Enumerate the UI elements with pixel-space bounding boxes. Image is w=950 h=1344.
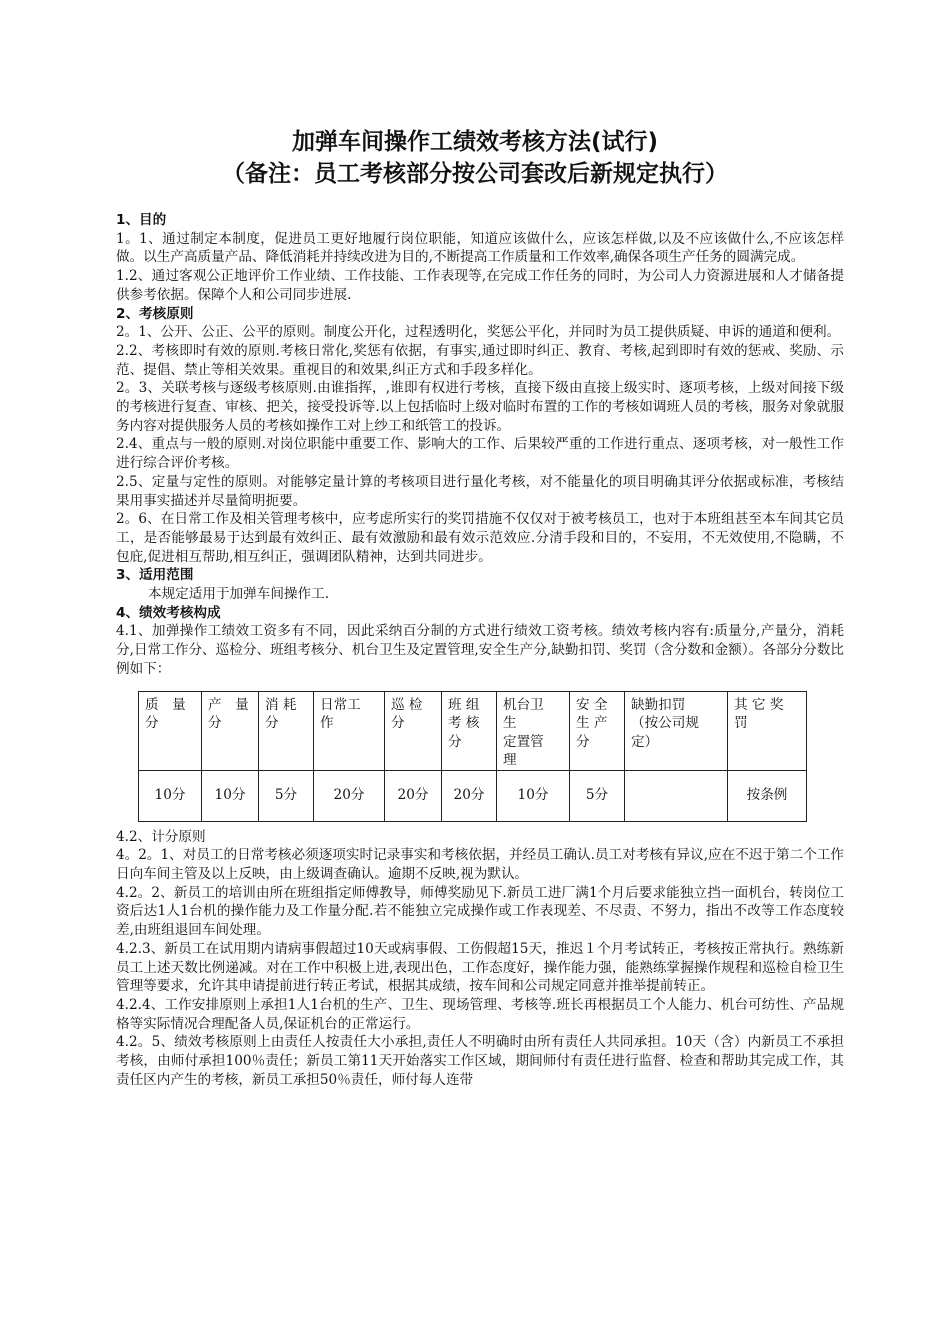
table-header-row	[139, 691, 807, 770]
paragraph: 2.5、定量与定性的原则。对能够定量计算的考核项目进行量化考核，对不能量化的项目明确其评分依据或标准，考核结果用事实描述并尽量简明扼要。	[116, 473, 844, 509]
table-cell: 20分	[314, 770, 385, 821]
paragraph: 4.2。2、新员工的培训由所在班组指定师傅教导，师傅奖励见下.新员工进厂满1个月后要求能独立挡一面机台，转岗位工资后达1人1台机的操作能力及工作量分配.若不能独立完成操作或工作表现差、不尽责、不努力，指出不改等工作态度较差,由班组退回车间处理。	[116, 884, 844, 939]
paragraph: 1.2、通过客观公正地评价工作业绩、工作技能、工作表现等,在完成工作任务的同时，为公司人力资源进展和人才储备提供参考依据。保障个人和公司同步进展.	[116, 268, 844, 303]
paragraph: 4.2.3、新员工在试用期内请病事假超过10天或病事假、工伤假超15天，推迟１个月考试转正，考核按正常执行。熟练新员工上述天数比例递减。对在工作中积极上进,表现出色，工作态度好，操作能力强，能熟练掌握操作规程和巡检自检卫生管理等要求，允许其申请提前进行转正考试，根据其成绩，按车间和公司规定同意并推举提前转正。	[116, 940, 844, 995]
paragraph: 本规定适用于加弹车间操作工.	[148, 586, 330, 603]
table-cell: 10分	[497, 770, 570, 821]
section-heading: 3、适用范围	[116, 567, 194, 584]
table-cell: 5分	[570, 770, 625, 821]
score-ratio-table	[138, 691, 807, 822]
table-header-cell: 其 它 奖 罚	[728, 691, 807, 770]
table-header-cell: 班 组 考 核 分	[442, 691, 497, 770]
document-title: 加弹车间操作工绩效考核方法(试行)	[291, 129, 659, 155]
table-header-cell: 机台卫 生 定置管 理	[497, 691, 570, 770]
table-cell: 10分	[139, 770, 202, 821]
table-header-cell: 质 量 分	[139, 691, 202, 770]
section-heading: 2、考核原则	[116, 305, 194, 322]
table-cell: 10分	[202, 770, 259, 821]
table-row	[139, 770, 807, 821]
table-cell	[625, 770, 728, 821]
section-heading: 4、绩效考核构成	[116, 604, 221, 621]
table-cell: 20分	[442, 770, 497, 821]
paragraph: 2.4、重点与一般的原则.对岗位职能中重要工作、影响大的工作、后果较严重的工作进行重点、逐项考核，对一般性工作进行综合评价考核。	[116, 436, 844, 472]
paragraph: 2。3、关联考核与逐级考核原则.由谁指挥，,谁即有权进行考核，直接下级由直接上级实时、逐项考核，上级对间接下级的考核进行复查、审核、把关，接受投诉等.以上包括临时上级对临时布置的工作的考核如调班人员的考核，服务对象就服务内容对提供服务人员的考核如操作工对上纱工和纸管工的投诉。	[116, 380, 844, 434]
table-header-cell: 巡 检 分	[385, 691, 442, 770]
table-header-cell: 产 量 分	[202, 691, 259, 770]
paragraph: 2。6、在日常工作及相关管理考核中，应考虑所实行的奖罚措施不仅仅对于被考核员工，也对于本班组甚至本车间其它员工，是否能够最易于达到最有效纠正、最有效激励和最有效示范效应.分清手段和目的，不妄用，不无效使用,不隐瞒，不包庇,促进相互帮助,相互纠正，强调团队精神，达到共同进步。	[116, 511, 844, 565]
table-cell: 20分	[385, 770, 442, 821]
paragraph: 4.2。5、绩效考核原则上由责任人按责任大小承担,责任人不明确时由所有责任人共同承担。10天（含）内新员工不承担考核，由师付承担100％责任；新员工第11天开始落实工作区域，期间师付有责任进行监督、检查和帮助其完成工作，其责任区内产生的考核，新员工承担50％责任，师付每人连带	[116, 1034, 844, 1088]
table-header-cell: 缺勤扣罚 （按公司规 定）	[625, 691, 728, 770]
paragraph: 4.1、加弹操作工绩效工资多有不同，因此采纳百分制的方式进行绩效工资考核。绩效考核内容有:质量分,产量分，消耗分,日常工作分、巡检分、班组考核分、机台卫生及定置管理,安全生产分,缺勤扣罚、奖罚（含分数和金额）。各部分分数比例如下：	[116, 623, 844, 677]
paragraph: 2。1、公开、公正、公平的原则。制度公开化，过程透明化，奖惩公平化，并同时为员工提供质疑、申诉的通道和便利。	[116, 324, 841, 341]
document-body	[116, 211, 844, 1089]
table-header-cell: 消 耗 分	[259, 691, 314, 770]
paragraph: 1。1、通过制定本制度，促进员工更好地履行岗位职能，知道应该做什么，应该怎样做,以及不应该做什么,不应该怎样做。以生产高质量产品、降低消耗并持续改进为目的,不断提高工作质量和工作效率,确保各项生产任务的圆满完成。	[116, 230, 844, 266]
paragraph: 4。2。1、对员工的日常考核必须逐项实时记录事实和考核依据，并经员工确认.员工对考核有异议,应在不迟于第二个工作日向车间主管及以上反映，由上级调查确认。逾期不反映,视为默认。	[116, 847, 844, 882]
table-cell: 5分	[259, 770, 314, 821]
section-heading: 1、目的	[116, 212, 167, 228]
table-cell: 按条例	[728, 770, 807, 821]
document-subtitle: （备注：员工考核部分按公司套改后新规定执行）	[222, 161, 728, 187]
table-header-cell: 日常工 作	[314, 691, 385, 770]
paragraph: 4.2.4、工作安排原则上承担1人1台机的生产、卫生、现场管理、考核等.班长再根据员工个人能力、机台可纺性、产品规格等实际情况合理配备人员,保证机台的正常运行。	[116, 996, 844, 1032]
table-header-cell: 安 全 生 产 分	[570, 691, 625, 770]
paragraph: 4.2、计分原则	[116, 828, 206, 845]
paragraph: 2.2、考核即时有效的原则.考核日常化,奖惩有依据，有事实,通过即时纠正、教育、考核,起到即时有效的惩戒、奖励、示范、提倡、禁止等相关效果。重视目的和效果,纠正方式和手段多样化。	[116, 342, 844, 378]
